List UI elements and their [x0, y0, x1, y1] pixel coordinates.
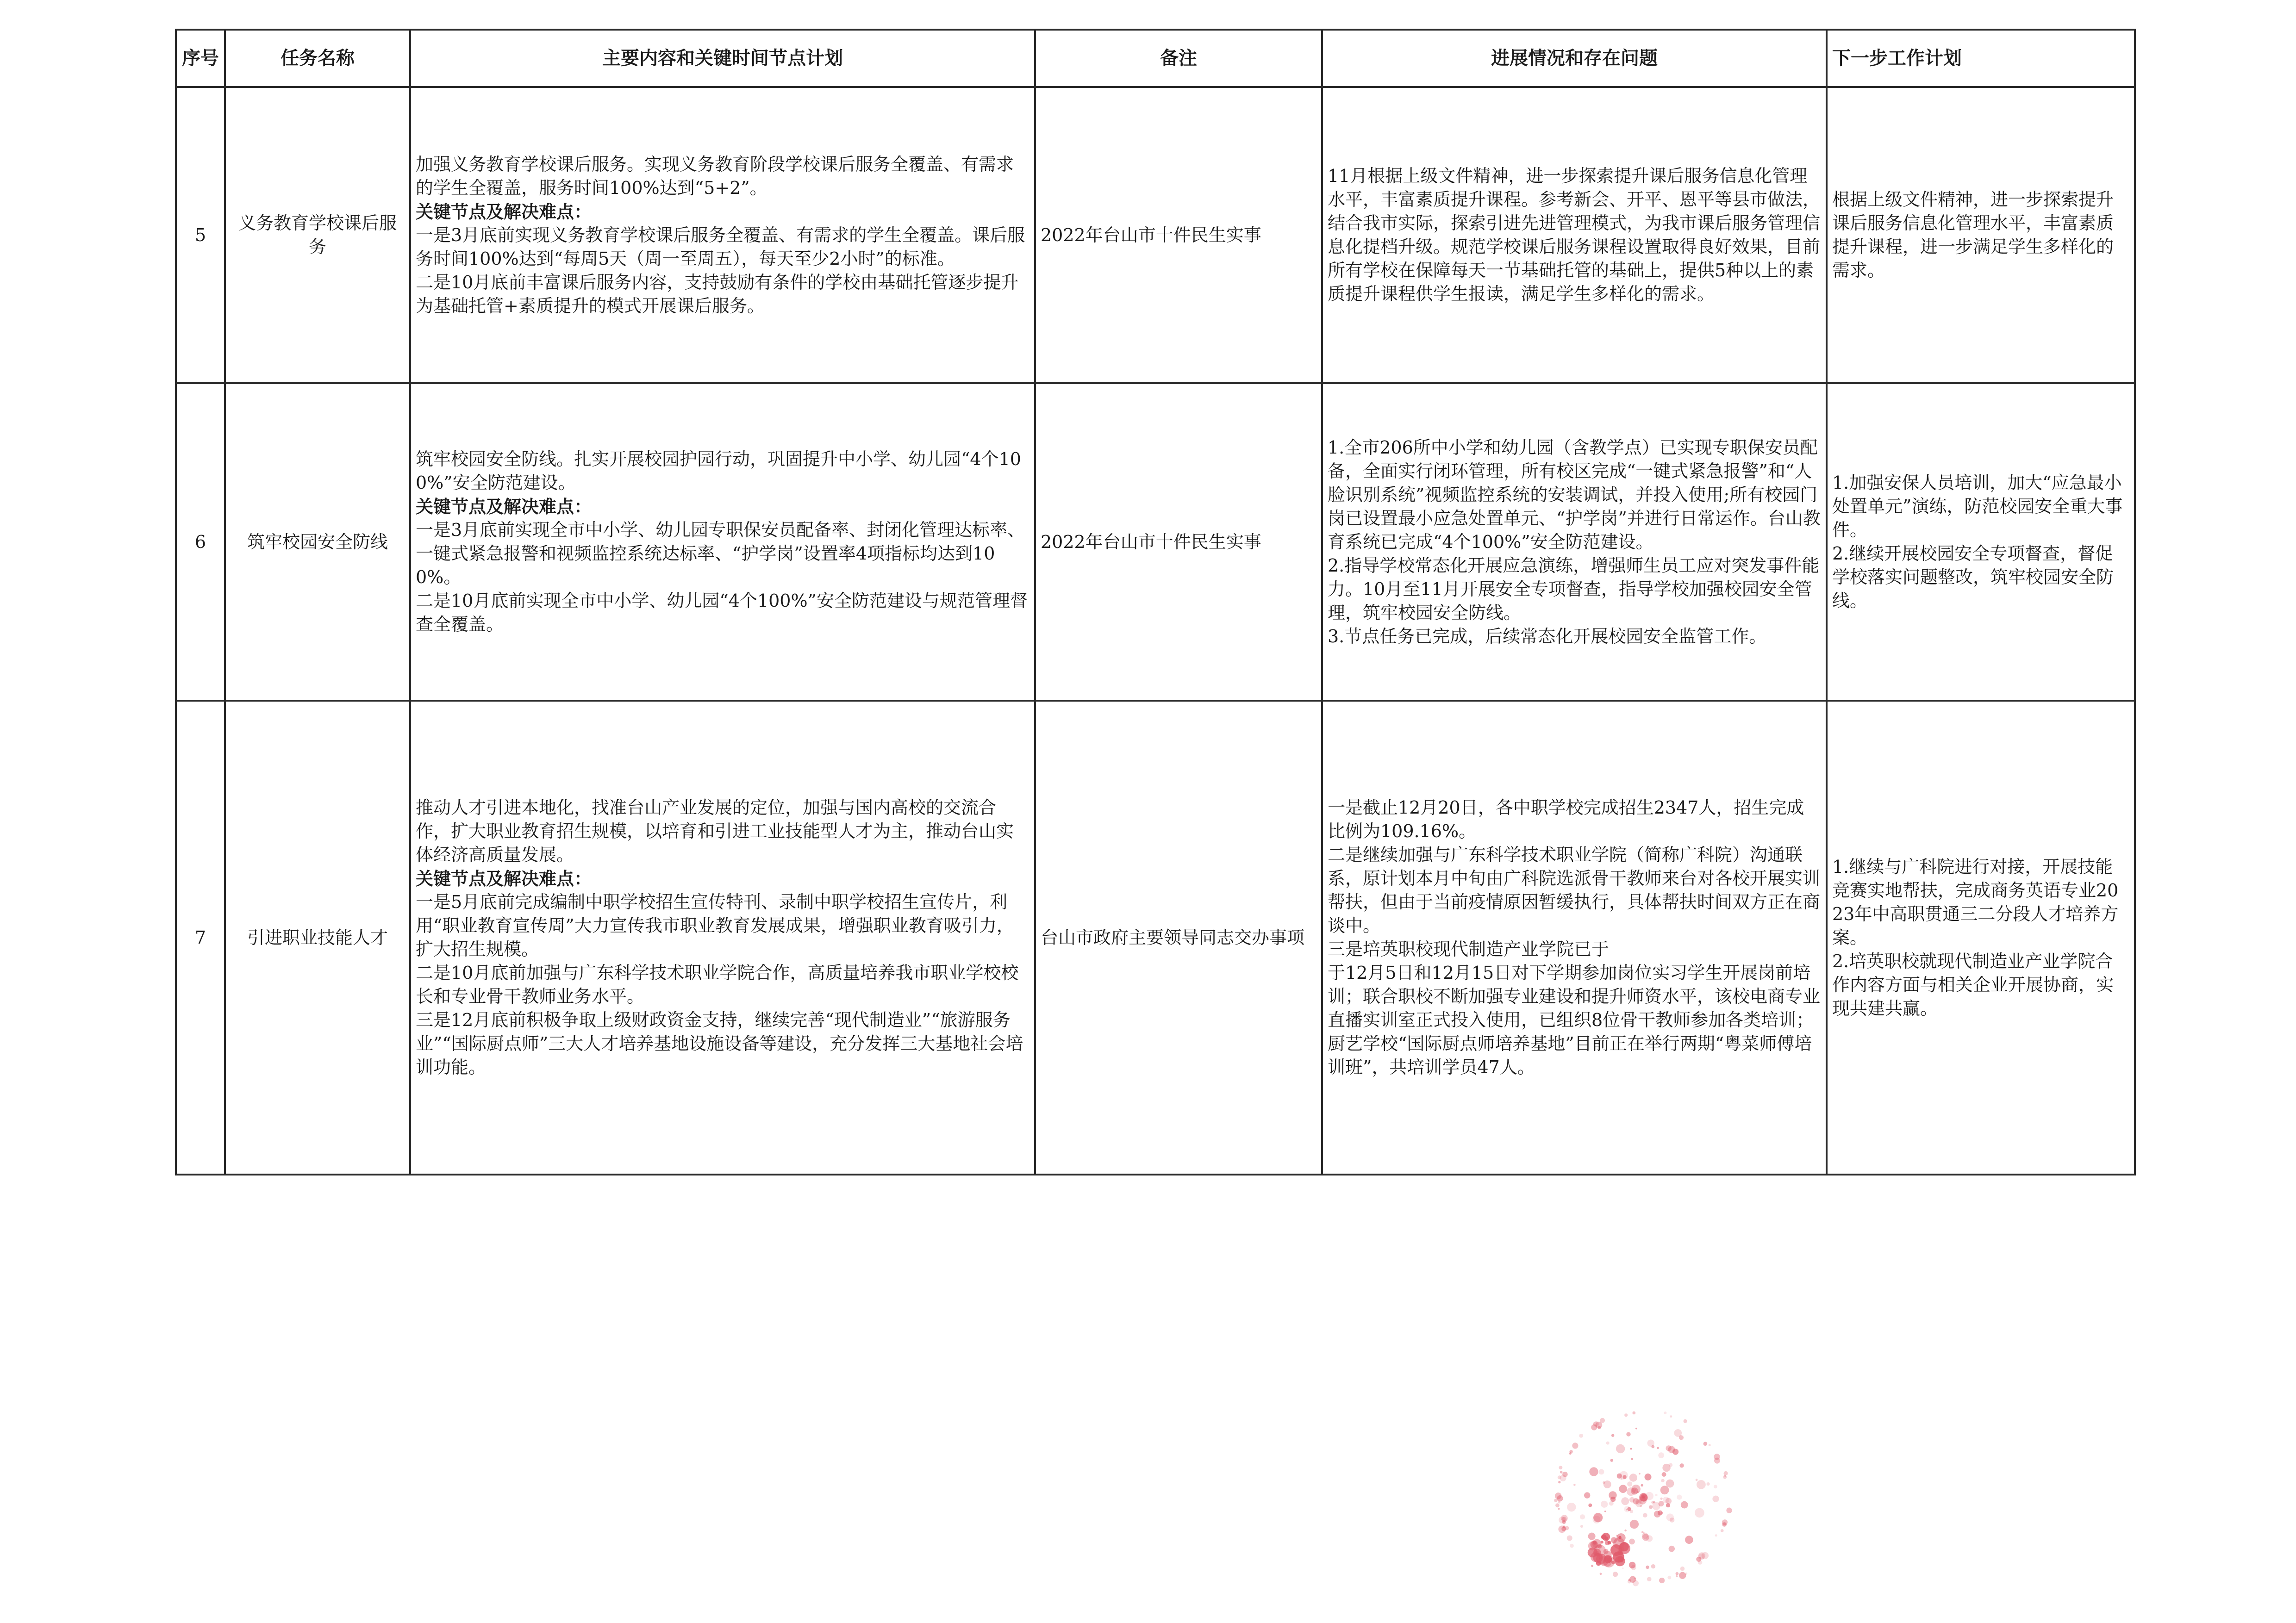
next-item: 根据上级文件精神，进一步探索提升课后服务信息化管理水平，丰富素质提升课程，进一步满足学生多样化的需求。: [1832, 189, 2114, 280]
key-points-title: 关键节点及解决难点：: [416, 496, 592, 517]
row-seq: 6: [176, 383, 225, 701]
row-remark: 2022年台山市十件民生实事: [1035, 383, 1322, 701]
row-seq: 5: [176, 87, 225, 383]
row-progress: [1322, 701, 1827, 1175]
progress-item: 一是截止12月20日，各中职学校完成招生2347人，招生完成比例为109.16%。: [1328, 797, 1804, 841]
key-points-title: 关键节点及解决难点：: [416, 201, 592, 222]
row-seq: 7: [176, 701, 225, 1175]
next-item: 2.继续开展校园安全专项督查，督促学校落实问题整改，筑牢校园安全防线。: [1832, 543, 2114, 611]
progress-item: 于12月5日和12月15日对下学期参加岗位实习学生开展岗前培训；联合职校不断加强专业建设和提升师资水平，该校电商专业直播实训室正式投入使用，已组织8位骨干教师参加各类培训；厨艺学校“国际厨点师培养基地”目前正在举行两期“粤菜师傅培训班”，共培训学员47人。: [1328, 963, 1821, 1077]
header-progress: 进展情况和存在问题: [1322, 30, 1827, 87]
table-header-row: [176, 30, 2135, 87]
key-point: 三是12月底前积极争取上级财政资金支持，继续完善“现代制造业”“旅游服务业”“国际厨点师”三大人才培养基地设施设备等建设，充分发挥三大基地社会培训功能。: [416, 1010, 1023, 1077]
key-point: 一是3月底前实现全市中小学、幼儿园专职保安员配备率、封闭化管理达标率、一键式紧急报警和视频监控系统达标率、“护学岗”设置率4项指标均达到100%。: [416, 520, 1025, 587]
row-task: 引进职业技能人才: [225, 701, 410, 1175]
progress-item: 1.全市206所中小学和幼儿园（含教学点）已实现专职保安员配备，全面实行闭环管理，所有校区完成“一键式紧急报警”和“人脸识别系统”视频监控系统的安装调试，并投入使用;所有校园门岗已设置最小应急处置单元、“护学岗”并进行日常运作。台山教育系统已完成“4个100%”安全防范建设。: [1328, 437, 1821, 552]
header-next: 下一步工作计划: [1827, 30, 2135, 87]
next-item: 1.加强安保人员培训，加大“应急最小处置单元”演练，防范校园安全重大事件。: [1832, 473, 2123, 540]
key-point: 二是10月底前加强与广东科学技术职业学院合作，高质量培养我市职业学校校长和专业骨干教师业务水平。: [416, 963, 1019, 1007]
progress-item: 2.指导学校常态化开展应急演练，增强师生员工应对突发事件能力。10月至11月开展安全专项督查，指导学校加强校园安全管理，筑牢校园安全防线。: [1328, 555, 1820, 623]
key-point: 二是10月底前丰富课后服务内容，支持鼓励有条件的学校由基础托管逐步提升为基础托管+素质提升的模式开展课后服务。: [416, 272, 1019, 316]
progress-item: 三是培英职校现代制造产业学院已于: [1328, 939, 1610, 959]
row-task: 筑牢校园安全防线: [225, 383, 410, 701]
header-remark: 备注: [1035, 30, 1322, 87]
row-progress: [1322, 87, 1827, 383]
row-remark: 台山市政府主要领导同志交办事项: [1035, 701, 1322, 1175]
progress-item: 11月根据上级文件精神，进一步探索提升课后服务信息化管理水平，丰富素质提升课程。参考新会、开平、恩平等县市做法，结合我市实际，探索引进先进管理模式，为我市课后服务管理信息化提档升级。规范学校课后服务课程设置取得良好效果，目前所有学校在保障每天一节基础托管的基础上，提供5种以上的素质提升课程供学生报读，满足学生多样化的需求。: [1328, 166, 1821, 304]
table-row: [176, 87, 2135, 383]
progress-item: 3.节点任务已完成，后续常态化开展校园安全监管工作。: [1328, 626, 1767, 647]
row-content: [410, 701, 1035, 1175]
row-content: [410, 87, 1035, 383]
next-item: 2.培英职校就现代制造业产业学院合作内容方面与相关企业开展协商，实现共建共赢。: [1832, 951, 2114, 1019]
row-content: [410, 383, 1035, 701]
row-progress: [1322, 383, 1827, 701]
table-row: [176, 383, 2135, 701]
progress-item: 二是继续加强与广东科学技术职业学院（简称广科院）沟通联系，原计划本月中旬由广科院选派骨干教师来台对各校开展实训帮扶，但由于当前疫情原因暂缓执行，具体帮扶时间双方正在商谈中。: [1328, 845, 1821, 936]
table-row: [176, 701, 2135, 1175]
content-intro: 加强义务教育学校课后服务。实现义务教育阶段学校课后服务全覆盖、有需求的学生全覆盖，服务时间100%达到“5+2”。: [416, 154, 1014, 198]
row-next: [1827, 701, 2135, 1175]
header-content: 主要内容和关键时间节点计划: [410, 30, 1035, 87]
content-intro: 筑牢校园安全防线。扎实开展校园护园行动，巩固提升中小学、幼儿园“4个100%”安全防范建设。: [416, 449, 1021, 493]
progress-table: [175, 29, 2136, 1175]
row-next: [1827, 383, 2135, 701]
key-point: 一是3月底前实现义务教育学校课后服务全覆盖、有需求的学生全覆盖。课后服务时间100%达到“每周5天（周一至周五），每天至少2小时”的标准。: [416, 224, 1025, 269]
row-remark: 2022年台山市十件民生实事: [1035, 87, 1322, 383]
row-task: 义务教育学校课后服务: [225, 87, 410, 383]
official-seal-icon: [1523, 1398, 1764, 1597]
key-point: 一是5月底前完成编制中职学校招生宣传特刊、录制中职学校招生宣传片，利用“职业教育宣传周”大力宣传我市职业教育发展成果，增强职业教育吸引力，扩大招生规模。: [416, 892, 1014, 959]
row-next: [1827, 87, 2135, 383]
header-task: 任务名称: [225, 30, 410, 87]
key-point: 二是10月底前实现全市中小学、幼儿园“4个100%”安全防范建设与规范管理督查全覆盖。: [416, 591, 1028, 634]
next-item: 1.继续与广科院进行对接，开展技能竞赛实地帮扶，完成商务英语专业2023年中高职贯通三二分段人才培养方案。: [1832, 856, 2119, 948]
header-seq: 序号: [176, 30, 225, 87]
key-points-title: 关键节点及解决难点：: [416, 868, 592, 889]
content-intro: 推动人才引进本地化，找准台山产业发展的定位，加强与国内高校的交流合作，扩大职业教育招生规模，以培育和引进工业技能型人才为主，推动台山实体经济高质量发展。: [416, 797, 1014, 865]
